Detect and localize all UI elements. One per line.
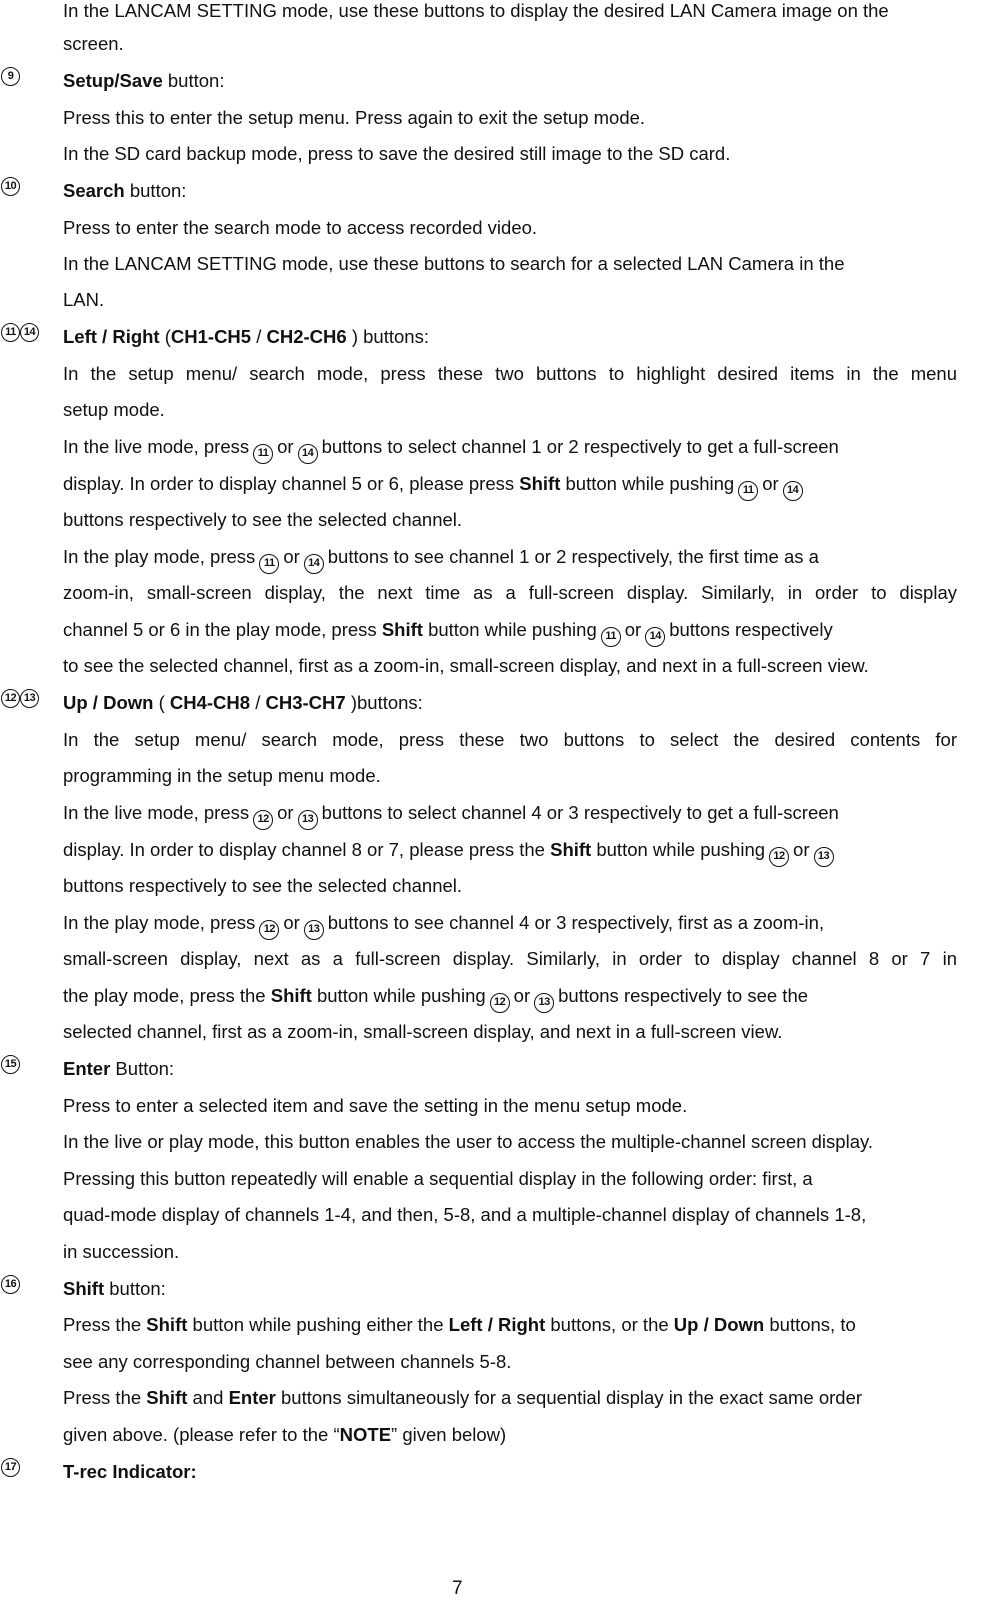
paragraph-line: In the setup menu/ search mode, press these two buttons to select the desired contents for bbox=[63, 729, 957, 750]
circled-number-icon: 11 bbox=[1, 323, 20, 342]
paragraph-line: quad-mode display of channels 1-4, and then, 5-8, and a multiple-channel display of channels 1-8, bbox=[63, 1204, 867, 1225]
paragraph-line: channel 5 or 6 in the play mode, press Shift button while pushing 11 or 14 buttons respectively bbox=[63, 619, 833, 641]
paragraph-line: In the live mode, press 12 or 13 buttons to select channel 4 or 3 respectively to get a full-screen bbox=[63, 802, 839, 824]
section-heading-t-rec: T-rec Indicator: bbox=[63, 1461, 197, 1482]
circled-number-icon: 14 bbox=[645, 627, 665, 647]
paragraph-line: given above. (please refer to the “NOTE” given below) bbox=[63, 1424, 507, 1445]
paragraph-line: selected channel, first as a zoom-in, small-screen display, and next in a full-screen view. bbox=[63, 1021, 783, 1042]
page-number: 7 bbox=[452, 1578, 463, 1599]
paragraph-line: screen. bbox=[63, 33, 124, 54]
paragraph-line: small-screen display, next as a full-screen display. Similarly, in order to display channel 8 or 7 in bbox=[63, 948, 957, 969]
paragraph-line: the play mode, press the Shift button while pushing 12 or 13 buttons respectively to see the bbox=[63, 985, 808, 1007]
paragraph-line: In the play mode, press 11 or 14 buttons to see channel 1 or 2 respectively, the first time as a bbox=[63, 546, 819, 568]
circled-number-icon: 14 bbox=[304, 554, 324, 574]
circled-number-icon: 16 bbox=[1, 1275, 20, 1294]
section-heading-shift: Shift button: bbox=[63, 1278, 166, 1299]
circled-number-icon: 11 bbox=[601, 627, 621, 647]
paragraph-line: display. In order to display channel 5 or 6, please press Shift button while pushing 11 or 14 bbox=[63, 473, 807, 495]
section-heading-up-down: Up / Down ( CH4-CH8 / CH3-CH7 )buttons: bbox=[63, 692, 423, 713]
paragraph-line: zoom-in, small-screen display, the next time as a full-screen display. Similarly, in order to display bbox=[63, 582, 957, 603]
paragraph-line: programming in the setup menu mode. bbox=[63, 765, 381, 786]
paragraph-line: buttons respectively to see the selected channel. bbox=[63, 509, 463, 530]
paragraph-line: see any corresponding channel between channels 5-8. bbox=[63, 1351, 512, 1372]
circled-number-icon: 17 bbox=[1, 1458, 20, 1477]
item-number-10 bbox=[1, 177, 20, 197]
paragraph-line: In the LANCAM SETTING mode, use these buttons to search for a selected LAN Camera in the bbox=[63, 253, 845, 274]
circled-number-icon: 13 bbox=[534, 993, 554, 1013]
paragraph-line: Press this to enter the setup menu. Press again to exit the setup mode. bbox=[63, 107, 646, 128]
paragraph-line: In the setup menu/ search mode, press these two buttons to highlight desired items in the menu bbox=[63, 363, 957, 384]
paragraph-line: In the live mode, press 11 or 14 buttons to select channel 1 or 2 respectively to get a full-screen bbox=[63, 436, 839, 458]
paragraph-line: Press to enter the search mode to access recorded video. bbox=[63, 217, 538, 238]
circled-number-icon: 13 bbox=[304, 920, 324, 940]
paragraph-line: In the SD card backup mode, press to save the desired still image to the SD card. bbox=[63, 143, 731, 164]
paragraph-line: Press to enter a selected item and save the setting in the menu setup mode. bbox=[63, 1095, 688, 1116]
section-heading-search: Search button: bbox=[63, 180, 187, 201]
paragraph-line: buttons respectively to see the selected channel. bbox=[63, 875, 463, 896]
circled-number-icon: 9 bbox=[1, 67, 20, 86]
circled-number-icon: 12 bbox=[1, 689, 20, 708]
circled-number-icon: 10 bbox=[1, 177, 20, 196]
section-heading-enter: Enter Button: bbox=[63, 1058, 175, 1079]
paragraph-line: setup mode. bbox=[63, 399, 165, 420]
paragraph-line: In the play mode, press 12 or 13 buttons to see channel 4 or 3 respectively, first as a zoom-in, bbox=[63, 912, 824, 934]
item-number-15 bbox=[1, 1055, 20, 1075]
circled-number-icon: 13 bbox=[20, 689, 39, 708]
section-heading-left-right: Left / Right (CH1-CH5 / CH2-CH6 ) buttons: bbox=[63, 326, 429, 347]
paragraph-line: Press the Shift button while pushing either the Left / Right buttons, or the Up / Down buttons, to bbox=[63, 1314, 856, 1335]
circled-number-icon: 12 bbox=[769, 847, 789, 867]
item-number-11-14 bbox=[1, 323, 39, 343]
paragraph-line: LAN. bbox=[63, 289, 105, 310]
item-number-17 bbox=[1, 1458, 20, 1478]
paragraph-line: to see the selected channel, first as a zoom-in, small-screen display, and next in a full-screen view. bbox=[63, 655, 869, 676]
circled-number-icon: 11 bbox=[738, 481, 758, 501]
section-heading-setup-save: Setup/Save button: bbox=[63, 70, 225, 91]
circled-number-icon: 14 bbox=[783, 481, 803, 501]
paragraph-line: In the live or play mode, this button enables the user to access the multiple-channel screen display. bbox=[63, 1131, 873, 1152]
item-number-12-13 bbox=[1, 689, 39, 709]
circled-number-icon: 15 bbox=[1, 1055, 20, 1074]
paragraph-line: In the LANCAM SETTING mode, use these buttons to display the desired LAN Camera image on the bbox=[63, 0, 889, 21]
paragraph-line: display. In order to display channel 8 or 7, please press the Shift button while pushing 12 or 13 bbox=[63, 839, 838, 861]
paragraph-line: Pressing this button repeatedly will enable a sequential display in the following order: first, a bbox=[63, 1168, 813, 1189]
circled-number-icon: 14 bbox=[298, 444, 318, 464]
item-number-9 bbox=[1, 67, 20, 87]
paragraph-line: Press the Shift and Enter buttons simultaneously for a sequential display in the exact same order bbox=[63, 1387, 863, 1408]
circled-number-icon: 12 bbox=[253, 810, 273, 830]
circled-number-icon: 12 bbox=[259, 920, 279, 940]
circled-number-icon: 11 bbox=[259, 554, 279, 574]
paragraph-line: in succession. bbox=[63, 1241, 180, 1262]
circled-number-icon: 12 bbox=[490, 993, 510, 1013]
circled-number-icon: 13 bbox=[298, 810, 318, 830]
item-number-16 bbox=[1, 1275, 20, 1295]
circled-number-icon: 13 bbox=[814, 847, 834, 867]
circled-number-icon: 11 bbox=[253, 444, 273, 464]
circled-number-icon: 14 bbox=[20, 323, 39, 342]
